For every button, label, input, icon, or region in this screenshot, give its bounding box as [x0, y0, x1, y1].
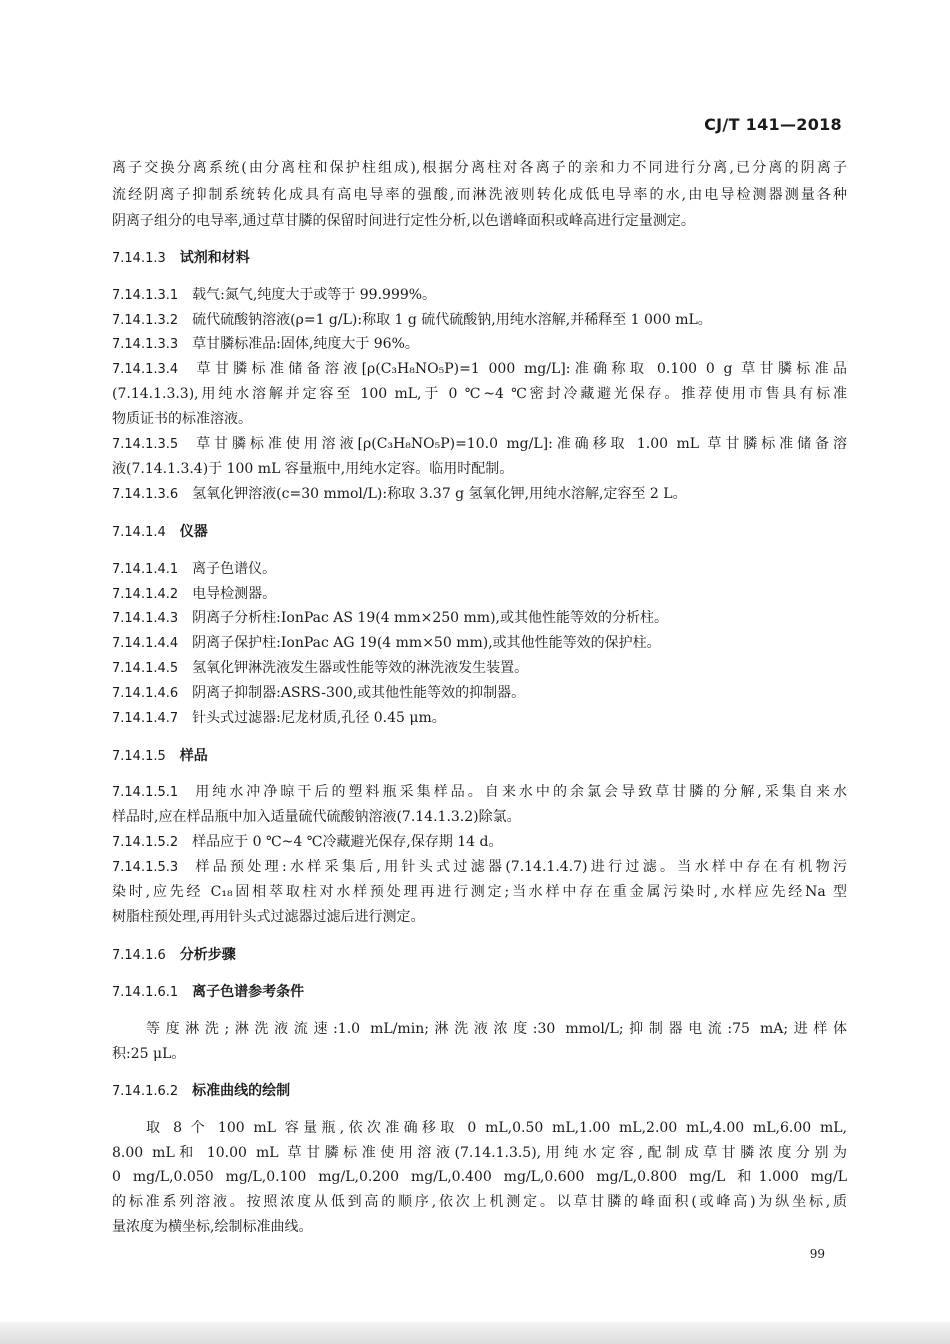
calibration-line-1: 取 8 个 100 mL 容量瓶,依次准确移取 0 mL,0.50 mL,1.00 mL,2.00 mL,4.00 mL,6.00 mL, — [146, 1120, 847, 1136]
clause-7-14-1-3-4-cont-2: 物质证书的标准溶液。 — [112, 411, 252, 427]
clause-7-14-1-5-3-cont-2: 树脂柱预处理,再用针头式过滤器过滤后进行测定。 — [112, 909, 425, 925]
calibration-line-3: 0 mg/L,0.050 mg/L,0.100 mg/L,0.200 mg/L,0.400 mg/L,0.600 mg/L,0.800 mg/L 和1.000 mg/L — [112, 1169, 847, 1185]
section-heading-instruments — [112, 522, 847, 543]
clause-7-14-1-3-4-cont-1: (7.14.1.3.3),用纯水溶解并定容至 100 mL,于 0 ℃~4 ℃密封冷藏避光保存。推荐使用市售具有标准 — [112, 386, 847, 402]
ic-conditions-line-1: 等度淋洗;淋洗液流速:1.0 mL/min;淋洗液浓度:30 mmol/L;抑制器电流:75 mA;进样体 — [146, 1021, 847, 1037]
scan-edge — [0, 1322, 950, 1344]
clause-7-14-1-4-5: 7.14.1.4.5 氢氧化钾淋洗液发生器或性能等效的淋洗液发生装置。 — [112, 660, 529, 676]
ic-conditions-line-2: 积:25 μL。 — [112, 1046, 186, 1062]
section-heading-reagents — [112, 248, 847, 269]
clause-7-14-1-5-3-cont-1: 染时,应先经 C₁₈固相萃取柱对水样预处理再进行测定;当水样中存在重金属污染时,水样应先经Na 型 — [112, 884, 847, 900]
clause-7-14-1-3-2: 7.14.1.3.2 硫代硫酸钠溶液(ρ=1 g/L):称取 1 g 硫代硫酸钠,用纯水溶解,并稀释至 1 000 mL。 — [112, 312, 712, 328]
clause-7-14-1-4-6: 7.14.1.4.6 阴离子抑制器:ASRS-300,或其他性能等效的抑制器。 — [112, 685, 526, 701]
intro-line-1: 离子交换分离系统(由分离柱和保护柱组成),根据分离柱对各离子的亲和力不同进行分离,已分离的阴离子 — [112, 160, 847, 176]
clause-7-14-1-5-1-cont-1: 样品时,应在样品瓶中加入适量硫代硫酸钠溶液(7.14.1.3.2)除氯。 — [112, 809, 521, 825]
clause-7-14-1-4-7: 7.14.1.4.7 针头式过滤器:尼龙材质,孔径 0.45 μm。 — [112, 710, 446, 726]
section-number: 7.14.1.4 — [112, 525, 166, 540]
clause-7-14-1-3-4: 7.14.1.3.4 草甘膦标准储备溶液[ρ(C₃H₈NO₅P)=1 000 mg/L]:准确称取 0.100 0 g 草甘膦标准品 — [112, 361, 847, 377]
section-title: 离子色谱参考条件 — [192, 984, 305, 1000]
calibration-line-2: 8.00 mL和 10.00 mL 草甘膦标准使用溶液(7.14.1.3.5),用纯水定容,配制成草甘膦浓度分别为 — [112, 1145, 847, 1161]
section-title: 样品 — [179, 748, 208, 764]
section-number: 7.14.1.5 — [112, 749, 166, 764]
intro-line-2: 流经阴离子抑制系统转化成具有高电导率的强酸,而淋洗液则转化成低电导率的水,由电导检测器测量各种 — [112, 187, 847, 203]
section-title: 仪器 — [179, 524, 208, 540]
clause-7-14-1-3-6: 7.14.1.3.6 氢氧化钾溶液(c=30 mmol/L):称取 3.37 g 氢氧化钾,用纯水溶解,定容至 2 L。 — [112, 486, 687, 502]
clause-7-14-1-4-3: 7.14.1.4.3 阴离子分析柱:IonPac AS 19(4 mm×250 mm),或其他性能等效的分析柱。 — [112, 610, 668, 626]
section-title: 分析步骤 — [179, 947, 236, 963]
section-number: 7.14.1.6.2 — [112, 1084, 179, 1099]
clause-7-14-1-3-3: 7.14.1.3.3 草甘膦标准品:固体,纯度大于 96%。 — [112, 336, 419, 352]
page-number: 99 — [809, 1247, 825, 1261]
clause-7-14-1-3-1: 7.14.1.3.1 载气:氮气,纯度大于或等于 99.999%。 — [112, 287, 437, 303]
calibration-line-5: 量浓度为横坐标,绘制标准曲线。 — [112, 1219, 313, 1235]
clause-7-14-1-4-4: 7.14.1.4.4 阴离子保护柱:IonPac AG 19(4 mm×50 mm),或其他性能等效的保护柱。 — [112, 635, 661, 651]
section-number: 7.14.1.3 — [112, 251, 166, 266]
subsection-heading-ic-conditions — [112, 982, 847, 1003]
intro-line-3: 阴离子组分的电导率,通过草甘膦的保留时间进行定性分析,以色谱峰面积或峰高进行定量测定。 — [112, 213, 695, 229]
clause-7-14-1-5-3: 7.14.1.5.3 样品预处理:水样采集后,用针头式过滤器(7.14.1.4.7)进行过滤。当水样中存在有机物污 — [112, 859, 847, 875]
section-number: 7.14.1.6 — [112, 948, 166, 963]
section-number: 7.14.1.6.1 — [112, 985, 179, 1000]
subsection-heading-calibration — [112, 1081, 847, 1102]
clause-7-14-1-5-1: 7.14.1.5.1 用纯水冲净晾干后的塑料瓶采集样品。自来水中的余氯会导致草甘膦的分解,采集自来水 — [112, 784, 847, 800]
clause-7-14-1-5-2: 7.14.1.5.2 样品应于 0 ℃~4 ℃冷藏避光保存,保存期 14 d。 — [112, 834, 503, 850]
calibration-line-4: 的标准系列溶液。按照浓度从低到高的顺序,依次上机测定。以草甘膦的峰面积(或峰高)为纵坐标,质 — [112, 1194, 847, 1210]
section-heading-procedure — [112, 945, 847, 966]
clause-7-14-1-4-2: 7.14.1.4.2 电导检测器。 — [112, 586, 277, 602]
section-title: 试剂和材料 — [179, 250, 250, 266]
standard-code: CJ/T 141—2018 — [704, 115, 842, 134]
clause-7-14-1-3-5-cont-1: 液(7.14.1.3.4)于 100 mL 容量瓶中,用纯水定容。临用时配制。 — [112, 461, 514, 477]
section-heading-samples — [112, 746, 847, 767]
section-title: 标准曲线的绘制 — [192, 1083, 291, 1099]
clause-7-14-1-4-1: 7.14.1.4.1 离子色谱仪。 — [112, 561, 277, 577]
clause-7-14-1-3-5: 7.14.1.3.5 草甘膦标准使用溶液[ρ(C₃H₈NO₅P)=10.0 mg/L]:准确移取 1.00 mL 草甘膦标准储备溶 — [112, 436, 847, 452]
